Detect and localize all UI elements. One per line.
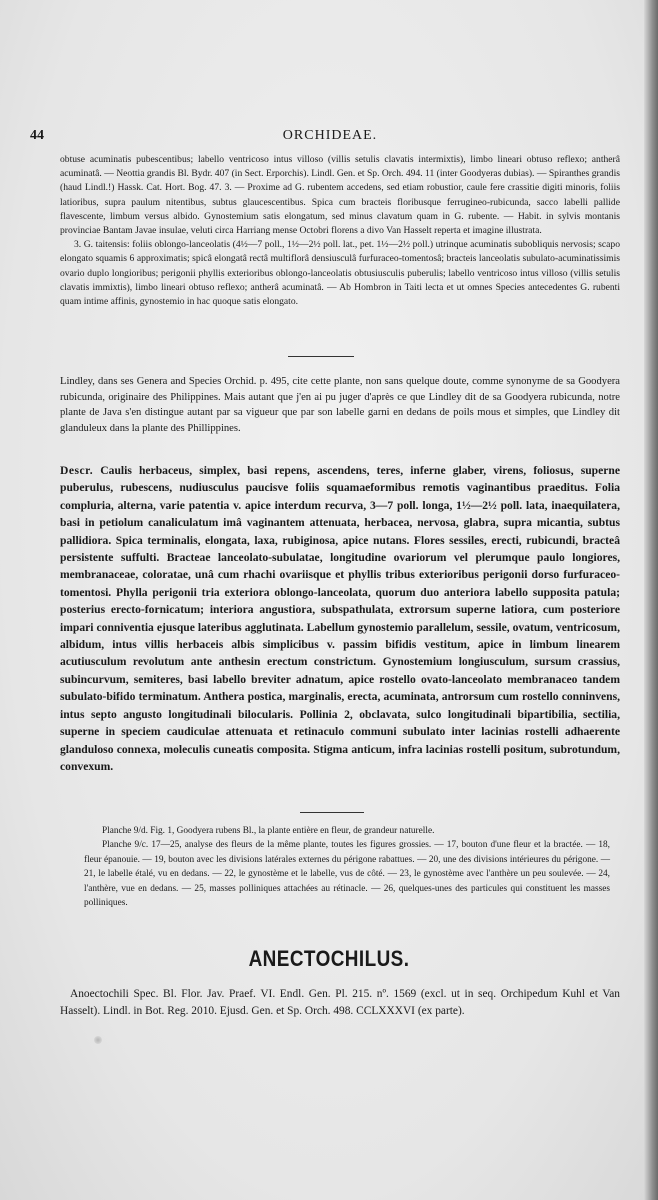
- genus-heading: ANECTOCHILUS.: [248, 946, 410, 971]
- french-note-text: Lindley, dans ses Genera and Species Orchid. p. 495, cite cette plante, non sans quelque doute, comme synonyme de sa Goodyera rubicunda, originaire des Philippines. Mais autant que j'en ai pu juger d'après ce que Lindley dit de sa Goodyera rubicunda, notre plante de Java s'en distingue autant par sa vigueur que par son labelle garni en dedans de poils mous et simples, que Lindley dit glanduleux dans la plante des Phillippines.: [60, 376, 620, 434]
- page-header: [30, 128, 630, 148]
- genus-synonymy: [60, 986, 620, 1020]
- page-edge-shadow: [644, 0, 658, 1200]
- description-body: Caulis herbaceus, simplex, basi repens, ascendens, teres, inferne glaber, virens, foliosus, superne puberulus, rubescens, nudiusculus paucisve foliis squamaeformibus remotis vaginantibus praeditus. Folia compluria, alterna, varie patentia v. apice interdum recurva, 3—7 poll. longa, 1½—2½ poll. lata, inaequilatera, basi in petiolum canaliculatum imâ vaginantem attenuata, herbacea, nervosa, glabra, supra micantia, subtus pallidiora. Spica terminalis, elongata, laxa, rubiginosa, apice nutans. Flores sessiles, erecti, rubicundi, bracteâ persistente suffulti. Bracteae lanceolato-subulatae, longitudine ovariorum vel plerumque paulo longiores, membranaceae, coloratae, unâ cum rhachi ovariisque et phyllis tribus exterioribus perigonii dorso furfuraceo-tomentosi. Phylla perigonii tria exteriora oblongo-lanceolata, quorum duo anteriora labello supposita patula; posterius erecto-fornicatum; interiora angustiora, subspathulata, extrorsum superne latiora, cum posteriore impari conniventia ejusque lateribus agglutinata. Labellum gynostemio parallelum, sessile, ovatum, ventricosum, albidum, intus villis herbaceis albis simplicibus v. passim bifidis vestitum, apice in limbum linearem acutiusculum revolutum ante anthesin erectum constrictum. Gynostemium longiusculum, sursum crassius, subincurvum, semiteres, basi labello breviter adnatum, apice rostello ovato-lanceolato membranaceo tandem subulato-bifido terminatum. Anthera postica, marginalis, erecta, acuminata, antrorsum cum rostello conninvens, intus septo angusto longitudinali bilocularis. Pollinia 2, obclavata, sulco longitudinali bipartibilia, sectilia, superne in speciem caudiculae attenuata et retinaculo communi subulato inter lacinias rostelli adhaerente glanduloso connexa, moleculis cuneatis composita. Stigma anticum, infra lacinias rostelli positum, subrotundum, convexum.: [60, 464, 620, 773]
- section-divider-2: [300, 812, 364, 813]
- plate-caption-2: Planche 9/c. 17—25, analyse des fleurs de la même plante, toutes les figures grossies. — 17, bouton d'une fleur et la bractée. — 18, fleur épanouie. — 19, bouton avec les divisions latérales externes du périgone rabattues. — 20, une des divisions intérieures du périgone. — 21, le labelle étalé, vu en dedans. — 22, le gynostème et le labelle, vus de côté. — 23, le gynostème avec l'anthère un peu soulevée. — 24, l'anthère, vue en dedans. — 25, masses polliniques attachées au rétinacle. — 26, quelques-unes des particules qui constituent les masses polliniques.: [84, 840, 610, 909]
- plate-captions: [84, 824, 610, 910]
- note-paragraph-2: 3. G. taitensis: foliis oblongo-lanceolatis (4½—7 poll., 1½—2½ poll. lat., pet. 1½—2½ poll.) utrinque acuminatis subobliquis nervosis; scapo elongato squamis 6 approximatis; spicâ elongatâ rectâ multiflorâ densiusculâ furfuraceo-tomentosâ; bracteis lanceolatis subulato-acuminatissimis ovario duplo longioribus; perigonii phyllis exterioribus oblongo-lanceolatis obtusiusculis puberulis; labello ventricoso intus villoso (villis setulis clavatis immixtis), limbo lineari obtuso reflexo; antherâ acuminatâ. — Ab Hombron in Taiti lecta et ut omnes Species antecedentes G. rubenti quam intime affinis, gynostemio in hac quoque satis elongato.: [60, 239, 620, 308]
- description: [60, 462, 620, 775]
- plate-caption-1: Planche 9/d. Fig. 1, Goodyera rubens Bl., la plante entière en fleur, de grandeur naturelle.: [102, 826, 435, 836]
- section-divider: [288, 356, 354, 357]
- description-lead: Descr.: [60, 464, 94, 477]
- description-text: [60, 462, 620, 775]
- synonymy-text: Anoectochili Spec. Bl. Flor. Jav. Praef. VI. Endl. Gen. Pl. 215. nº. 1569 (excl. ut in seq. Orchipedum Kuhl et Van Hasselt). Lindl. in Bot. Reg. 2010. Ejusd. Gen. et Sp. Orch. 498. CCLXXXVI (ex parte).: [60, 988, 620, 1017]
- ink-smudge: [94, 1036, 102, 1044]
- running-title: ORCHIDEAE.: [282, 128, 378, 143]
- page-number: 44: [30, 128, 44, 143]
- latin-notes: [60, 153, 620, 309]
- note-paragraph-1: obtuse acuminatis pubescentibus; labello ventricoso intus villoso (villis setulis clavatis intermixtis), limbo lineari obtuso reflexo; antherâ acuminatâ. — Neottia grandis Bl. Bydr. 407 (in Sect. Erporchis). Lindl. Gen. et Sp. Orch. 494. 11 (inter Goodyeras dubias). — Spiranthes grandis (haud Lindl.!) Hassk. Cat. Hort. Bog. 47. 3. — Proxime ad G. rubentem accedens, sed etiam robustior, caule fere crassitie digiti minoris, foliis latioribus, supra paulum nitentibus, subtus glaucescentibus. Spica cum bracteis floribusque ferrugineo-rubicunda, sacco labelli pallide flavescente, limbum versus albido. Gynostemium satis elongatum, sed minus clavatum quam in G. rubente. — Habit. in sylvis montanis provinciae Bantam Javae insulae, veluti circa Harriang mense Octobri florens a divo Van Hasselt reperta et imagine illustrata.: [60, 154, 620, 237]
- french-note: [60, 374, 620, 436]
